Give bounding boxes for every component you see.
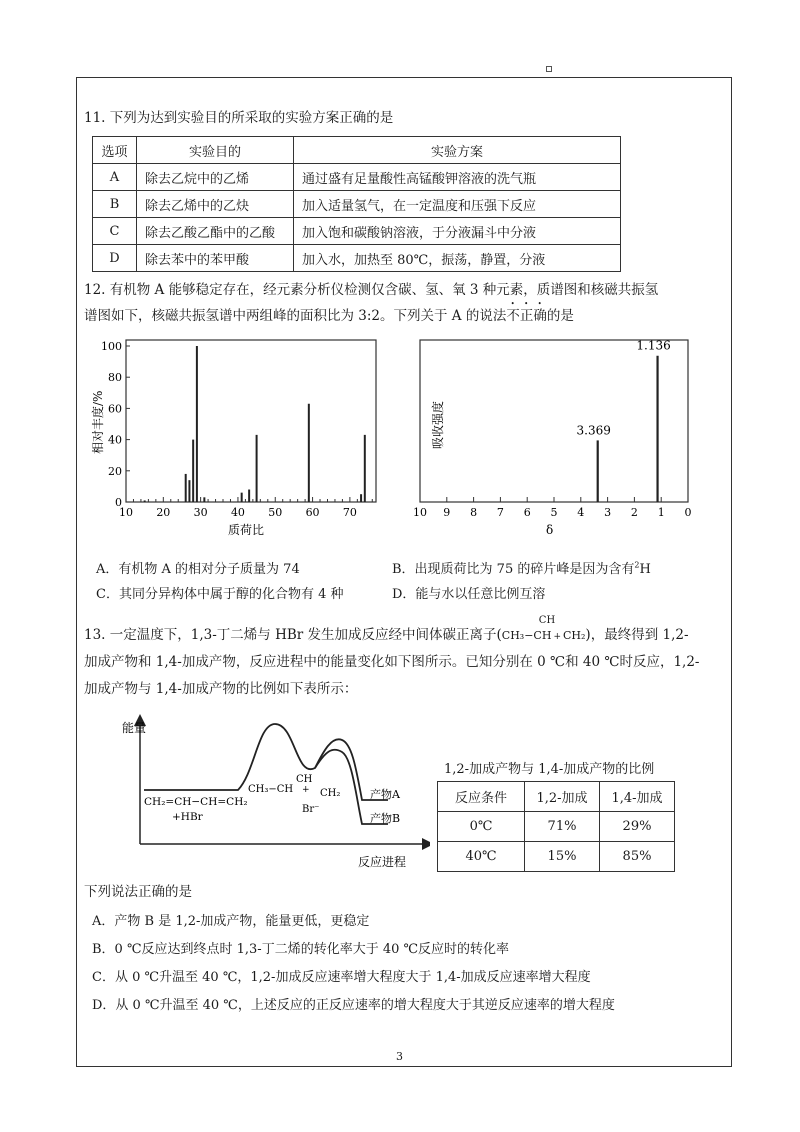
- y-tick-label: 60: [108, 402, 122, 416]
- col-header-goal: 实验目的: [137, 137, 294, 164]
- q13-option-a: A．产物 B 是 1,2-加成产物，能量更低，更稳定: [92, 914, 370, 929]
- emphasis-not-correct: 不正确: [506, 308, 547, 324]
- mass-spectrum-chart: [88, 334, 388, 540]
- q13-stem-line1: 13. 一定温度下，1,3-丁二烯与 HBr 发生加成反应经中间体碳正离子( CH CH₃−CH + CH₂)，最终得到 1,2-: [84, 623, 689, 649]
- cell-condition: 0℃: [438, 812, 525, 842]
- q11-stem: 11. 下列为达到实验目的所采取的实验方案正确的是: [84, 110, 394, 126]
- nmr-peak-label: 3.369: [576, 423, 611, 438]
- x-tick-label: 8: [470, 506, 478, 519]
- cell-14: 85%: [600, 842, 675, 872]
- plot-frame: [420, 340, 688, 502]
- cell-12: 71%: [525, 812, 600, 842]
- x-tick-label: 5: [550, 506, 558, 519]
- q13-stem-line2: 加成产物和 1,4-加成产物，反应进程中的能量变化如下图所示。已知分别在 0 ℃和 40 ℃时反应，1,2-: [84, 654, 700, 670]
- nmr-spectrum-chart: [408, 334, 698, 540]
- x-axis-label: 反应进程: [358, 855, 407, 869]
- x-tick-label: 2: [630, 506, 638, 519]
- table-row: [93, 218, 621, 245]
- product-b-label: 产物B: [370, 812, 401, 825]
- x-tick-label: 60: [305, 506, 320, 519]
- q12-stem-line1: 12. 有机物 A 能够稳定存在，经元素分析仪检测仅含碳、氢、氧 3 种元素，质谱图和核磁共振氢: [84, 282, 659, 298]
- reactant-hbr-label: +HBr: [172, 811, 203, 823]
- cell-12: 15%: [525, 842, 600, 872]
- y-tick-label: 100: [101, 340, 122, 353]
- plot-frame: [126, 340, 376, 502]
- x-tick-label: 3: [604, 506, 612, 519]
- corner-mark: [546, 66, 552, 72]
- cell-14: 29%: [600, 812, 675, 842]
- x-tick-label: 40: [230, 506, 245, 519]
- row-goal: 除去乙烷中的乙烯: [137, 164, 294, 191]
- x-tick-label: 50: [268, 506, 283, 519]
- energy-diagram: [110, 712, 430, 872]
- row-option: A: [93, 164, 137, 191]
- row-goal: 除去乙酸乙酯中的乙酸: [137, 218, 294, 245]
- bromide-ion: Br⁻: [302, 804, 320, 815]
- table-header-row: [93, 137, 621, 164]
- table-header-row: [438, 782, 675, 812]
- y-axis-label: 能量: [122, 721, 147, 735]
- y-axis-label: 吸收强度: [431, 400, 445, 449]
- intermediate-top: CH: [296, 774, 313, 785]
- x-tick-label: 0: [684, 506, 692, 519]
- y-tick-label: 0: [115, 496, 122, 509]
- q13-option-b: B．0 ℃反应达到终点时 1,3-丁二烯的转化率大于 40 ℃反应时的转化率: [92, 942, 510, 957]
- cell-condition: 40℃: [438, 842, 525, 872]
- ratio-table: [437, 781, 675, 872]
- row-plan: 加入水，加热至 80℃，振荡，静置，分液: [294, 245, 621, 272]
- table-row: [438, 812, 675, 842]
- row-goal: 除去乙烯中的乙炔: [137, 191, 294, 218]
- col-header-option: 选项: [93, 137, 137, 164]
- col-header-14: 1,4-加成: [600, 782, 675, 812]
- ratio-table-title: 1,2-加成产物与 1,4-加成产物的比例: [444, 762, 655, 777]
- x-tick-label: 30: [193, 506, 208, 519]
- q13-option-c: C．从 0 ℃升温至 40 ℃，1,2-加成反应速率增大程度大于 1,4-加成反应速率增大程度: [92, 970, 591, 985]
- nmr-peak-label: 1.136: [636, 338, 671, 353]
- table-row: [438, 842, 675, 872]
- page-number: 3: [396, 1050, 403, 1063]
- x-tick-label: 9: [443, 506, 451, 519]
- row-option: C: [93, 218, 137, 245]
- table-row: [93, 245, 621, 272]
- q13-prompt: 下列说法正确的是: [84, 884, 192, 900]
- table-row: [93, 191, 621, 218]
- q12-stem-line2: 谱图如下，核磁共振氢谱中两组峰的面积比为 3:2。下列关于 A 的说法不正确的是: [84, 308, 574, 324]
- reactant-label: CH₂=CH−CH=CH₂: [144, 796, 248, 808]
- product-a-label: 产物A: [370, 788, 400, 801]
- x-tick-label: 6: [523, 506, 531, 519]
- carbocation-formula: CH CH₃−CH + CH₂: [501, 615, 586, 642]
- intermediate-plus: +: [302, 785, 310, 795]
- x-tick-label: 10: [119, 506, 133, 519]
- q13-stem-line3: 加成产物与 1,4-加成产物的比例如下表所示：: [84, 681, 358, 697]
- y-tick-label: 80: [108, 371, 122, 385]
- col-header-plan: 实验方案: [294, 137, 621, 164]
- intermediate-left: CH₃−CH: [248, 784, 294, 795]
- x-tick-label: 7: [496, 506, 504, 519]
- y-axis-label: 相对丰度/%: [91, 390, 105, 454]
- x-tick-label: 20: [156, 506, 171, 519]
- table-row: [93, 164, 621, 191]
- row-plan: 加入适量氢气，在一定温度和压强下反应: [294, 191, 621, 218]
- y-tick-label: 40: [108, 433, 122, 447]
- y-tick-label: 20: [108, 464, 122, 478]
- row-goal: 除去苯中的苯甲酸: [137, 245, 294, 272]
- col-header-condition: 反应条件: [438, 782, 525, 812]
- row-plan: 通过盛有足量酸性高锰酸钾溶液的洗气瓶: [294, 164, 621, 191]
- col-header-12: 1,2-加成: [525, 782, 600, 812]
- x-tick-label: 10: [413, 506, 427, 519]
- x-axis-label: δ: [546, 523, 554, 537]
- q11-table: [92, 136, 621, 272]
- q13-option-d: D．从 0 ℃升温至 40 ℃，上述反应的正反应速率的增大程度大于其逆反应速率的增大程度: [92, 998, 615, 1013]
- q12-option-b: B．出现质荷比为 75 的碎片峰是因为含有$^2$H: [392, 560, 651, 577]
- x-tick-label: 4: [577, 506, 585, 519]
- x-axis-label: 质荷比: [228, 523, 265, 537]
- x-tick-label: 70: [342, 506, 357, 519]
- intermediate-right: CH₂: [320, 788, 341, 799]
- x-tick-label: 1: [657, 506, 665, 519]
- q12-option-a: A．有机物 A 的相对分子质量为 74: [96, 562, 300, 577]
- row-plan: 加入饱和碳酸钠溶液，于分液漏斗中分液: [294, 218, 621, 245]
- q12-option-d: D．能与水以任意比例互溶: [392, 587, 546, 602]
- row-option: B: [93, 191, 137, 218]
- row-option: D: [93, 245, 137, 272]
- q12-option-c: C．其同分异构体中属于醇的化合物有 4 种: [96, 587, 344, 602]
